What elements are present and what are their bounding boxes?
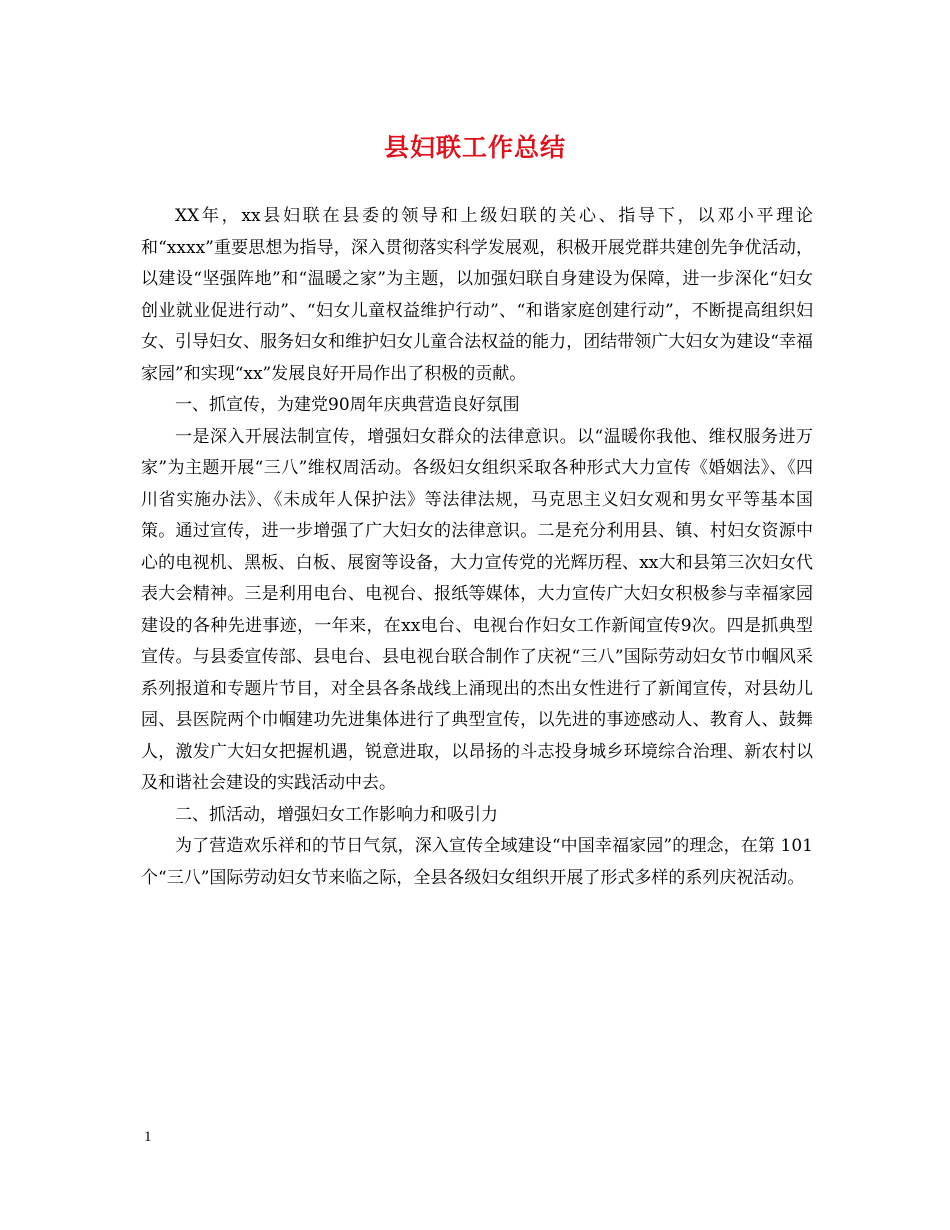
section-1-paragraph: 一是深入开展法制宣传，增强妇女群众的法律意识。以“温暖你我他、维权服务进万家”为主题开展“三八”维权周活动。各级妇女组织采取各种形式大力宣传《婚姻法》、《四川省实施办法》、《未成年人保护法》等法律法规，马克思主义妇女观和男女平等基本国策。通过宣传，进一步增强了广大妇女的法律意识。二是充分利用县、镇、村妇女资源中心的电视机、黑板、白板、展窗等设备，大力宣传党的光辉历程、xx大和县第三次妇女代表大会精神。三是利用电台、电视台、报纸等媒体，大力宣传广大妇女积极参与幸福家园建设的各种先进事迹，一年来，在xx电台、电视台作妇女工作新闻宣传9次。四是抓典型宣传。与县委宣传部、县电台、县电视台联合制作了庆祝“三八”国际劳动妇女节巾帼风采系列报道和专题片节目，对全县各条战线上涌现出的杰出女性进行了新闻宣传，对县幼儿园、县医院两个巾帼建功先进集体进行了典型宣传，以先进的事迹感动人、教育人、鼓舞人，激发广大妇女把握机遇，锐意进取，以昂扬的斗志投身城乡环境综合治理、新农村以及和谐社会建设的实践活动中去。 (141, 426, 813, 793)
section-2-paragraph: 为了营造欢乐祥和的节日气氛，深入宣传全域建设“中国幸福家园”的理念，在第 101个“三八”国际劳动妇女节来临之际，全县各级妇女组织开展了形式多样的系列庆祝活动。 (141, 836, 813, 888)
section-heading-2: 二、抓活动，增强妇女工作影响力和吸引力 (175, 804, 498, 825)
document-title: 县妇联工作总结 (383, 133, 566, 162)
section-heading-1: 一、抓宣传，为建党90周年庆典营造良好氛围 (175, 395, 520, 415)
document-body (141, 201, 813, 894)
intro-paragraph: XX年，xx县妇联在县委的领导和上级妇联的关心、指导下，以邓小平理论和“xxxx”重要思想为指导，深入贯彻落实科学发展观，积极开展党群共建创先争优活动，以建设“坚强阵地”和“温暖之家”为主题，以加强妇联自身建设为保障，进一步深化“妇女创业就业促进行动”、“妇女儿童权益维护行动”、“和谐家庭创建行动”，不断提高组织妇女、引导妇女、服务妇女和维护妇女儿童合法权益的能力，团结带领广大妇女为建设“幸福家园”和实现“xx”发展良好开局作出了积极的贡献。 (141, 206, 813, 384)
page-number: 1 (144, 1129, 152, 1145)
